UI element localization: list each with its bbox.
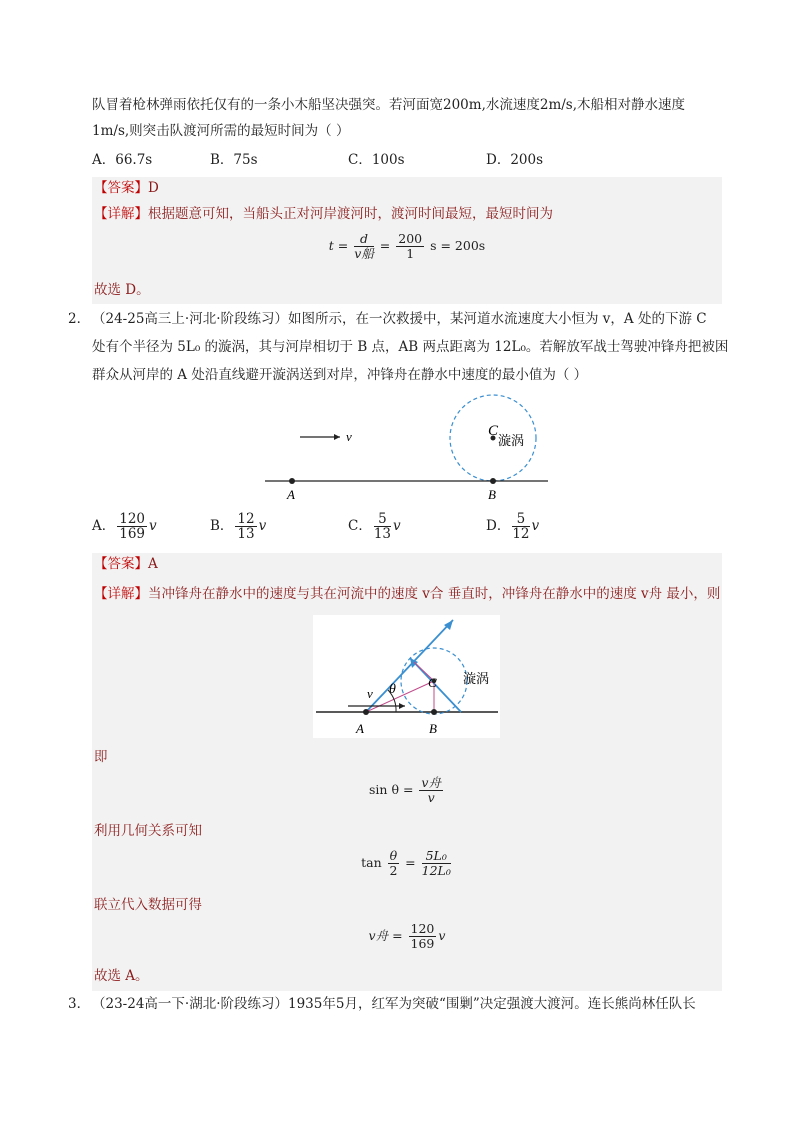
q3-text-line1: （23-24高一下·湖北·阶段练习）1935年5月，红军为突破“围剿”决定强渡大渡河。连长熊尚林任队长 bbox=[92, 996, 696, 1012]
q1-text-line2: 1m/s,则突击队渡河所需的最短时间为（ ） bbox=[92, 123, 350, 139]
q2-option-a-tail: v bbox=[149, 518, 157, 534]
q2-option-b-label: B． bbox=[210, 518, 234, 534]
q2-formula-tan-num: 5L₀ bbox=[425, 848, 447, 863]
q1-formula-rhs: s = 200s bbox=[430, 238, 486, 253]
q2-conclusion: 故选 A。 bbox=[94, 968, 149, 984]
figure2-label-c: C bbox=[428, 675, 437, 690]
q2-geometry-text: 利用几何关系可知 bbox=[94, 823, 202, 839]
label-c: C bbox=[488, 423, 499, 439]
q1-text-line1: 队冒着枪林弹雨依托仅有的一条小木船坚决强突。若河面宽200m,水流速度2m/s,木船相对静水速度 bbox=[92, 97, 686, 113]
q2-ji: 即 bbox=[94, 749, 108, 765]
q2-formula-tan-lden: 2 bbox=[389, 863, 398, 878]
q2-substitute-text: 联立代入数据可得 bbox=[94, 897, 202, 913]
q2-option-a-num: 120 bbox=[119, 511, 146, 527]
q1-answer-tag: 【答案】 bbox=[94, 180, 148, 196]
q2-option-d[interactable] bbox=[486, 512, 539, 541]
q1-detail bbox=[94, 204, 553, 224]
q2-option-c[interactable] bbox=[348, 512, 401, 541]
q2-formula-sin-lhs: sin θ = bbox=[369, 782, 414, 797]
q2-formula-tan-eq: = bbox=[405, 855, 416, 870]
label-a: A bbox=[287, 487, 295, 502]
q1-detail-text: 根据题意可知，当船头正对河岸渡河时，渡河时间最短，最短时间为 bbox=[148, 206, 553, 222]
q1-answer-value: D bbox=[148, 180, 159, 196]
figure2-point-a bbox=[363, 709, 369, 715]
figure2-theta-label: θ bbox=[389, 682, 396, 697]
q2-text-line2: 处有个半径为 5L₀ 的漩涡，其与河岸相切于 B 点，AB 两点距离为 12L₀。若解放军战士驾驶冲锋舟把被困 bbox=[92, 339, 729, 355]
q1-formula-lhs: t = bbox=[328, 238, 349, 253]
figure2-vortex-label: 漩涡 bbox=[463, 672, 490, 687]
q1-option-c[interactable]: C．100s bbox=[348, 152, 405, 168]
flow-arrow-head bbox=[334, 434, 340, 440]
q2-option-b[interactable] bbox=[210, 512, 266, 541]
q2-option-d-den: 12 bbox=[512, 526, 530, 542]
q2-text-line1: （24-25高三上·河北·阶段练习）如图所示，在一次救援中，某河道水流速度大小恒为 v，A 处的下游 C bbox=[92, 311, 707, 327]
q2-answer-tag: 【答案】 bbox=[94, 556, 148, 572]
vortex-label: 漩涡 bbox=[498, 434, 525, 449]
q1-detail-tag: 【详解】 bbox=[94, 206, 148, 222]
q2-detail-tag: 【详解】 bbox=[94, 586, 148, 602]
q1-formula-den2: 1 bbox=[406, 246, 415, 261]
q2-option-d-num: 5 bbox=[512, 512, 529, 527]
q2-formula-result-num: 120 bbox=[410, 921, 435, 936]
q1-option-b[interactable]: B．75s bbox=[210, 152, 258, 168]
q1-formula-frac1 bbox=[354, 232, 374, 261]
q1-answer bbox=[94, 178, 159, 198]
q1-formula-num1: d bbox=[360, 231, 369, 246]
q2-detail bbox=[94, 584, 720, 604]
q2-number: 2． bbox=[68, 311, 91, 327]
q1-conclusion: 故选 D。 bbox=[94, 282, 150, 298]
q1-option-d[interactable]: D．200s bbox=[486, 152, 544, 168]
q2-option-b-den: 13 bbox=[237, 526, 255, 542]
point-b bbox=[490, 478, 496, 484]
q2-option-b-num: 12 bbox=[237, 511, 255, 527]
flow-velocity-label: v bbox=[346, 429, 352, 444]
figure2-label-b: B bbox=[429, 721, 437, 736]
q2-options bbox=[92, 512, 712, 548]
q2-formula-sin-den: v bbox=[427, 790, 435, 805]
q2-formula-tan bbox=[92, 849, 722, 878]
q2-option-a-label: A． bbox=[92, 518, 116, 534]
q2-option-c-label: C． bbox=[348, 518, 372, 534]
q2-formula-sin-num: v舟 bbox=[421, 775, 441, 790]
q2-figure-vortex bbox=[260, 392, 560, 504]
q2-solution-figure bbox=[313, 615, 500, 738]
q1-formula-den1: v船 bbox=[354, 246, 374, 261]
figure2-v-label: v bbox=[367, 686, 373, 701]
q2-formula-tan-den: 12L₀ bbox=[421, 863, 451, 878]
q2-option-c-den: 13 bbox=[373, 526, 392, 542]
q2-formula-result-tail: v bbox=[438, 928, 446, 943]
point-a bbox=[289, 478, 295, 484]
q2-option-c-num: 5 bbox=[374, 512, 391, 527]
q2-answer bbox=[94, 554, 158, 574]
q1-formula-frac2 bbox=[396, 232, 424, 261]
q1-option-a[interactable]: A．66.7s bbox=[92, 152, 153, 168]
q2-option-d-label: D． bbox=[486, 518, 511, 534]
q2-answer-value: A bbox=[148, 556, 158, 572]
label-b: B bbox=[488, 487, 496, 502]
q2-formula-result bbox=[92, 922, 722, 951]
q2-text-line3: 群众从河岸的 A 处沿直线避开漩涡送到对岸，冲锋舟在静水中速度的最小值为（ ） bbox=[92, 367, 588, 383]
q2-formula-result-lhs: v舟 = bbox=[368, 928, 403, 943]
figure2-point-b bbox=[431, 709, 437, 715]
q1-formula: t = $\frac{d}{\text{v船}}$ = $\frac{200}{1}$ s = 200s bbox=[328, 231, 486, 261]
q2-formula-sin bbox=[92, 776, 722, 805]
q2-formula-tan-lnum: θ bbox=[389, 848, 398, 863]
q1-formula-num2: 200 bbox=[398, 231, 423, 246]
q2-formula-tan-lhs: tan bbox=[361, 855, 382, 870]
q2-option-a-den: 169 bbox=[119, 526, 146, 542]
figure2-label-a: A bbox=[356, 721, 364, 736]
q2-detail-text: 当冲锋舟在静水中的速度与其在河流中的速度 v合 垂直时，冲锋舟在静水中的速度 v舟 最小，则 bbox=[148, 586, 721, 602]
q2-option-b-tail: v bbox=[258, 518, 267, 534]
q2-option-a[interactable] bbox=[92, 512, 157, 541]
q2-formula-result-den: 169 bbox=[410, 936, 435, 951]
q2-option-d-tail: v bbox=[531, 518, 540, 534]
q2-option-c-tail: v bbox=[393, 518, 401, 534]
q3-number: 3． bbox=[68, 996, 91, 1012]
